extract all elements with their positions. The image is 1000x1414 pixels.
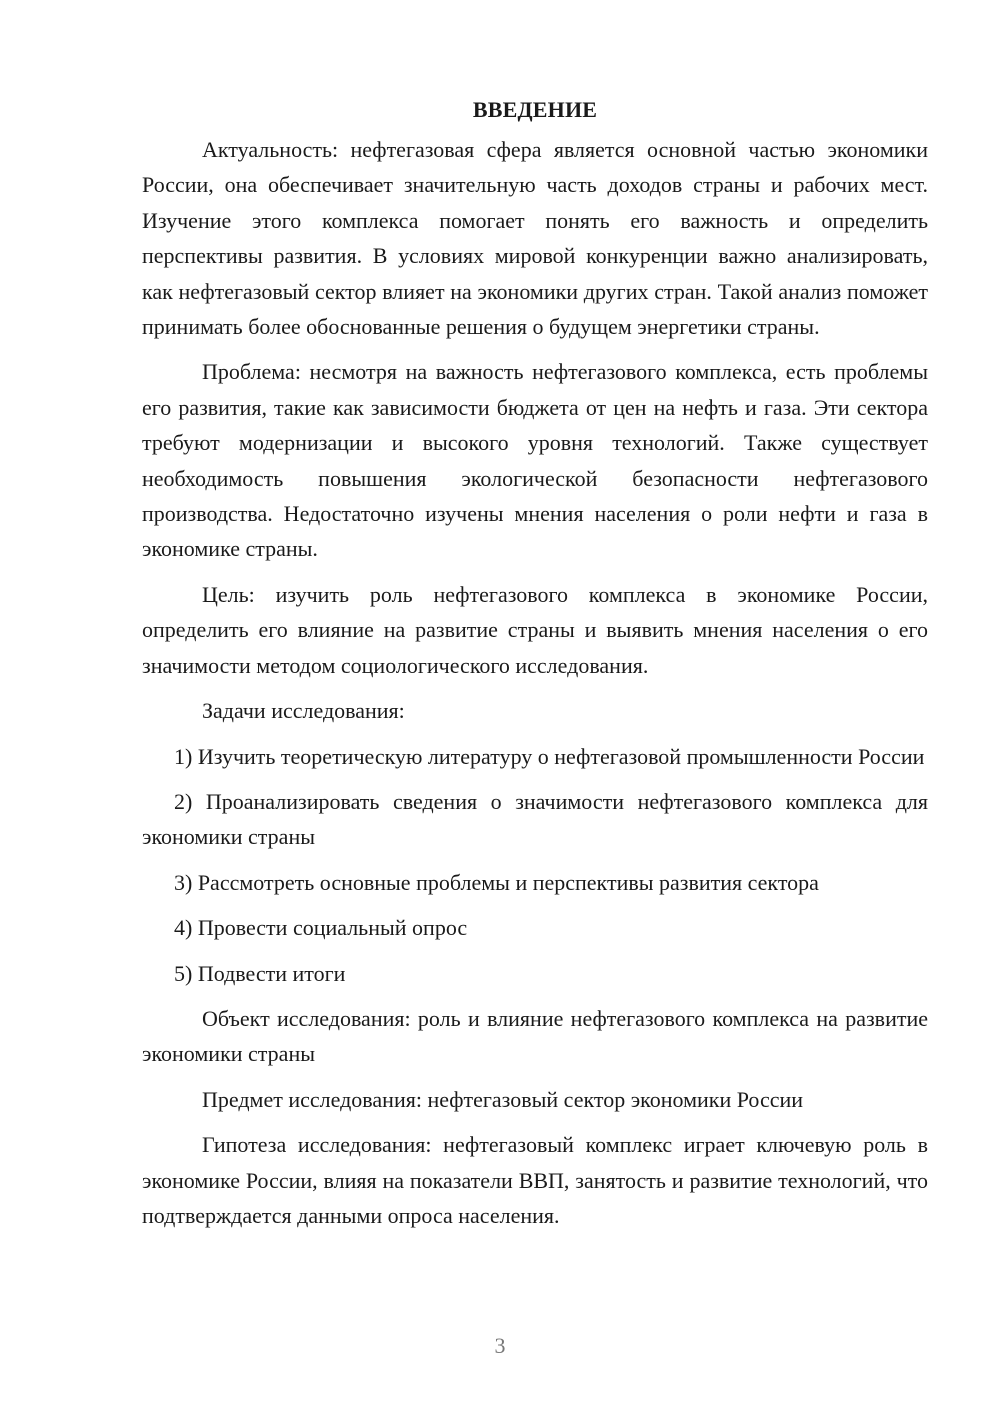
task-item-2: 2) Проанализировать сведения о значимости нефтегазового комплекса для экономики страны <box>142 788 928 850</box>
task-item-1: 1) Изучить теоретическую литературу о нефтегазовой промышленности России <box>174 743 925 769</box>
object-paragraph: Объект исследования: роль и влияние нефтегазового комплекса на развитие экономики страны <box>142 1005 928 1067</box>
task-item-4: 4) Провести социальный опрос <box>174 915 468 941</box>
goal-paragraph: Цель: изучить роль нефтегазового комплекса в экономике России, определить его влияние на развитие страны и выявить мнения населения о его значимости методом социологического исследования. <box>142 581 928 678</box>
relevance-paragraph: Актуальность: нефтегазовая сфера является основной частью экономики России, она обеспечивает значительную часть доходов страны и рабочих мест. Изучение этого комплекса помогает понять его важность и определить перспективы развития. В условиях мировой конкуренции важно анализировать, как нефтегазовый сектор влияет на экономики других стран. Такой анализ поможет принимать более обоснованные решения о будущем энергетики страны. <box>142 137 928 340</box>
subject-paragraph: Предмет исследования: нефтегазовый сектор экономики России <box>202 1086 804 1112</box>
document-page <box>142 92 928 1233</box>
page-number: 3 <box>494 1333 506 1358</box>
hypothesis-paragraph: Гипотеза исследования: нефтегазовый комплекс играет ключевую роль в экономике России, влияя на показатели ВВП, занятость и развитие технологий, что подтверждается данными опроса населения. <box>142 1132 928 1228</box>
problem-paragraph: Проблема: несмотря на важность нефтегазового комплекса, есть проблемы его развития, такие как зависимости бюджета от цен на нефть и газа. Эти сектора требуют модернизации и высокого уровня технологий. Также существует необходимость повышения экологической безопасности нефтегазового производства. Недостаточно изучены мнения населения о роли нефти и газа в экономике страны. <box>142 359 928 562</box>
tasks-heading: Задачи исследования: <box>202 698 405 724</box>
task-item-3: 3) Рассмотреть основные проблемы и перспективы развития сектора <box>174 869 819 895</box>
task-item-5: 5) Подвести итоги <box>174 960 346 986</box>
page-title: ВВЕДЕНИЕ <box>472 97 598 122</box>
